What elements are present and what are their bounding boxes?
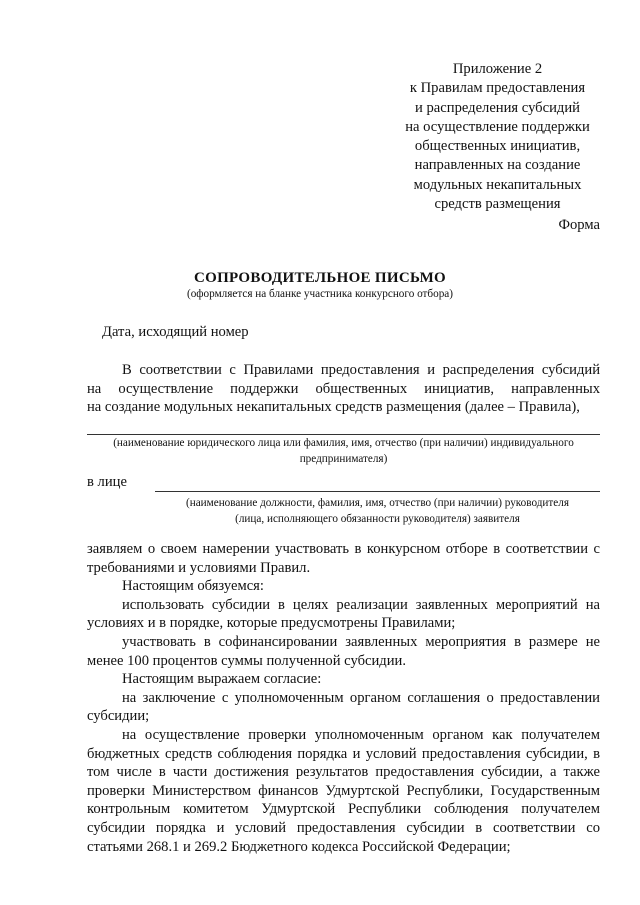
body-line: Настоящим обязуемся: (122, 578, 264, 595)
annex-line: Приложение 2 (452, 61, 543, 77)
body-line: проверки Министерством финансов Удмуртской Республики, Государственным (87, 782, 600, 799)
body-line: контрольным комитетом Удмуртской Республики соблюдения получателем (87, 801, 600, 818)
v-lice-label: в лице (87, 474, 127, 490)
body-line: том числе в части достижения результатов предоставления субсидии, а также (87, 764, 600, 781)
caption-line: (лица, исполняющего обязанности руководителя) заявителя (235, 512, 520, 525)
form-label: Форма (558, 217, 600, 233)
body-line: статьями 268.1 и 269.2 Бюджетного кодекса Российской Федерации; (87, 838, 511, 855)
document-title: СОПРОВОДИТЕЛЬНОЕ ПИСЬМО (193, 270, 447, 286)
intro-paragraph (87, 361, 600, 417)
body-line: менее 100 процентов суммы полученной субсидии. (87, 652, 406, 669)
annex-line: и распределения субсидий (415, 99, 580, 116)
body-line: субсидии порядка и условий предоставления субсидии в соответствии со (87, 819, 600, 836)
representative-line (155, 491, 600, 492)
annex-line: общественных инициатив, (414, 138, 581, 155)
applicant-name-line (87, 434, 600, 435)
applicant-name-caption (87, 436, 600, 467)
annex-line: модульных некапитальных (413, 176, 582, 193)
representative-caption (155, 496, 600, 527)
body-line: использовать субсидии в целях реализации заявленных мероприятий на (122, 596, 600, 613)
annex-line: к Правилам предоставления (409, 80, 586, 97)
document-subtitle: (оформляется на бланке участника конкурсного отбора) (186, 288, 454, 300)
intro-line: на осуществление поддержки общественных инициатив, направленных (87, 380, 600, 397)
annex-line: средств размещения (434, 196, 561, 213)
intro-line: на создание модульных некапитальных средств размещения (далее – Правила), (87, 399, 580, 416)
body-line: на осуществление проверки уполномоченным органом как получателем (122, 726, 600, 743)
body-line: участвовать в софинансировании заявленных мероприятия в размере не (122, 633, 600, 650)
body-line: бюджетных средств соблюдения порядка и условий предоставления субсидии, в (87, 745, 600, 762)
body-line: субсидии; (87, 708, 150, 725)
caption-line: (наименование должности, фамилия, имя, отчество (при наличии) руководителя (185, 497, 569, 509)
caption-line: предпринимателя) (299, 452, 388, 465)
body-line: на заключение с уполномоченным органом соглашения о предоставлении (122, 689, 600, 706)
annex-header (375, 60, 620, 214)
body-paragraphs (87, 540, 600, 856)
annex-line: на осуществление поддержки (405, 118, 590, 135)
body-line: условиях и в порядке, которые предусмотрены Правилами; (87, 615, 456, 632)
body-line: Настоящим выражаем согласие: (122, 671, 322, 688)
body-line: требованиями и условиями Правил. (87, 559, 311, 576)
caption-line: (наименование юридического лица или фамилия, имя, отчество (при наличии) индивидуального (113, 437, 574, 449)
date-number-label: Дата, исходящий номер (102, 324, 249, 340)
intro-line: В соответствии с Правилами предоставления и распределения субсидий (122, 362, 600, 378)
annex-line: направленных на создание (414, 157, 581, 174)
body-line: заявляем о своем намерении участвовать в конкурсном отборе в соответствии с (87, 541, 600, 557)
